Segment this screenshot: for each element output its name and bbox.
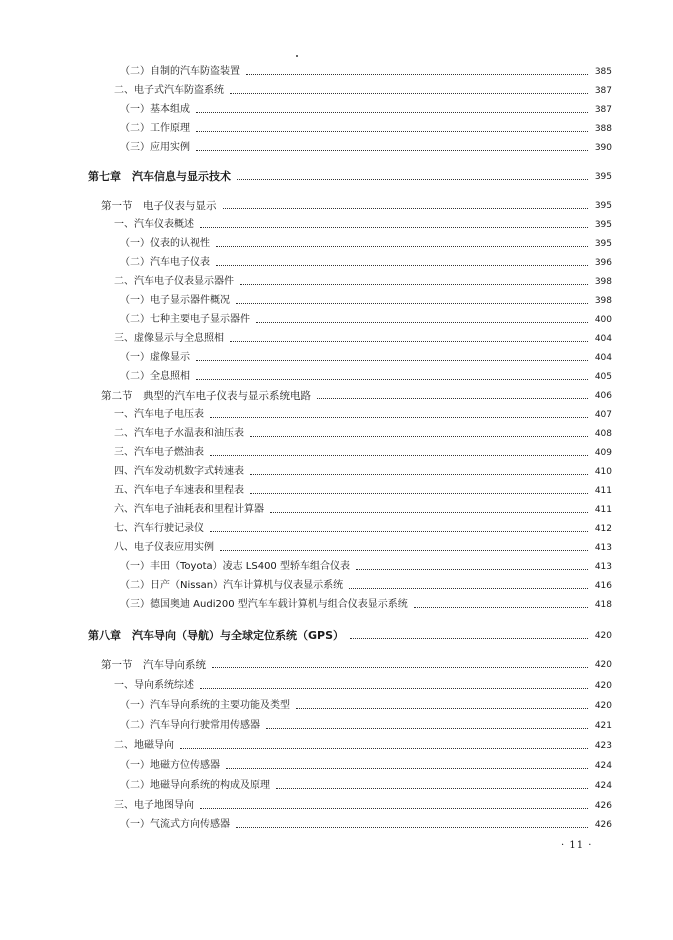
page-number: · 11 · bbox=[561, 840, 593, 851]
toc-entry[interactable] bbox=[114, 405, 612, 421]
dot-leader bbox=[210, 417, 588, 418]
toc-entry[interactable] bbox=[120, 815, 612, 831]
toc-entry[interactable] bbox=[114, 676, 612, 692]
toc-entry-title: 二、汽车电子水温表和油压表 bbox=[114, 428, 244, 439]
toc-entry-page: 396 bbox=[594, 258, 612, 268]
toc-entry-title: （三）应用实例 bbox=[120, 142, 190, 153]
toc-entry-title: （一）地磁方位传感器 bbox=[120, 760, 220, 771]
dot-leader bbox=[180, 748, 588, 749]
toc-entry-title: （二）汽车电子仪表 bbox=[120, 257, 210, 268]
toc-entry-page: 387 bbox=[594, 86, 612, 96]
dot-leader bbox=[220, 550, 588, 551]
dot-leader bbox=[216, 265, 588, 266]
dot-leader bbox=[250, 436, 588, 437]
toc-entry[interactable] bbox=[114, 538, 612, 554]
toc-entry-page: 408 bbox=[594, 429, 612, 439]
toc-entry-page: 405 bbox=[594, 372, 612, 382]
toc-entry-page: 416 bbox=[594, 581, 612, 591]
toc-entry[interactable] bbox=[120, 557, 612, 573]
toc-entry[interactable] bbox=[114, 500, 612, 516]
toc-entry-page: 404 bbox=[594, 353, 612, 363]
dot-leader bbox=[212, 667, 588, 668]
dot-leader bbox=[414, 607, 588, 608]
toc-entry-title: 六、汽车电子油耗表和里程计算器 bbox=[114, 504, 264, 515]
toc-entry-page: 420 bbox=[594, 681, 612, 691]
toc-entry-title: （一）丰田（Toyota）凌志 LS400 型轿车组合仪表 bbox=[120, 561, 350, 572]
toc-entry-title: （二）自制的汽车防盗装置 bbox=[120, 66, 240, 77]
toc-entry[interactable] bbox=[120, 716, 612, 732]
dot-leader bbox=[230, 341, 588, 342]
dot-leader bbox=[356, 569, 588, 570]
dot-leader bbox=[226, 768, 588, 769]
toc-entry-title: （二）全息照相 bbox=[120, 371, 190, 382]
toc-entry[interactable] bbox=[120, 100, 612, 116]
toc-entry-page: 388 bbox=[594, 124, 612, 134]
toc-entry[interactable] bbox=[120, 367, 612, 383]
toc-entry-page: 420 bbox=[594, 660, 612, 670]
toc-entry-title: 第二节 典型的汽车电子仪表与显示系统电路 bbox=[101, 390, 311, 402]
toc-entry-title: （二）七种主要电子显示器件 bbox=[120, 314, 250, 325]
toc-entry-page: 418 bbox=[594, 600, 612, 610]
dot-leader bbox=[200, 688, 588, 689]
toc-entry-page: 395 bbox=[594, 172, 612, 182]
toc-entry[interactable] bbox=[114, 424, 612, 440]
toc-entry-title: （一）虚像显示 bbox=[120, 352, 190, 363]
toc-entry[interactable] bbox=[120, 234, 612, 250]
toc-entry-page: 426 bbox=[594, 820, 612, 830]
dot-leader bbox=[237, 179, 588, 180]
dot-leader bbox=[246, 74, 588, 75]
toc-entry-page: 424 bbox=[594, 761, 612, 771]
toc-entry[interactable] bbox=[114, 329, 612, 345]
toc-entry[interactable] bbox=[114, 519, 612, 535]
toc-entry-title: 一、汽车电子电压表 bbox=[114, 409, 204, 420]
toc-section[interactable] bbox=[101, 386, 612, 402]
toc-entry[interactable] bbox=[114, 736, 612, 752]
toc-entry[interactable] bbox=[120, 310, 612, 326]
toc-entry-title: （二）地磁导向系统的构成及原理 bbox=[120, 780, 270, 791]
toc-entry-title: （二）日产（Nissan）汽车计算机与仪表显示系统 bbox=[120, 580, 344, 591]
toc-entry-page: 413 bbox=[594, 543, 612, 553]
toc-entry[interactable] bbox=[120, 138, 612, 154]
toc-entry-title: （一）仪表的认视性 bbox=[120, 238, 210, 249]
toc-entry-title: 第一节 汽车导向系统 bbox=[101, 659, 206, 671]
dot-leader bbox=[210, 455, 588, 456]
toc-entry-page: 400 bbox=[594, 315, 612, 325]
dot-leader bbox=[350, 638, 588, 639]
toc-entry-page: 404 bbox=[594, 334, 612, 344]
toc-entry-title: （二）工作原理 bbox=[120, 123, 190, 134]
toc-entry-title: 一、汽车仪表概述 bbox=[114, 219, 194, 230]
toc-entry[interactable] bbox=[114, 272, 612, 288]
toc-entry-title: 第八章 汽车导向（导航）与全球定位系统（GPS） bbox=[88, 629, 345, 642]
toc-section[interactable] bbox=[101, 655, 612, 671]
toc-entry[interactable] bbox=[120, 595, 612, 611]
dot-leader bbox=[270, 512, 588, 513]
toc-entry-title: 三、电子地图导向 bbox=[114, 800, 194, 811]
toc-entry-page: 411 bbox=[594, 486, 612, 496]
dot-leader bbox=[200, 808, 588, 809]
toc-entry-title: 一、导向系统综述 bbox=[114, 680, 194, 691]
toc-entry[interactable] bbox=[120, 62, 612, 78]
toc-entry-title: 七、汽车行驶记录仪 bbox=[114, 523, 204, 534]
toc-entry-title: （三）德国奥迪 Audi200 型汽车车载计算机与组合仪表显示系统 bbox=[120, 599, 408, 610]
toc-entry-page: 387 bbox=[594, 105, 612, 115]
dot-leader bbox=[240, 284, 588, 285]
dot-leader bbox=[200, 227, 588, 228]
toc-entry[interactable] bbox=[114, 443, 612, 459]
toc-entry-title: 三、汽车电子燃油表 bbox=[114, 447, 204, 458]
toc-entry[interactable] bbox=[120, 253, 612, 269]
toc-entry[interactable] bbox=[114, 481, 612, 497]
toc-entry-title: （二）汽车导向行驶常用传感器 bbox=[120, 720, 260, 731]
toc-entry-page: 420 bbox=[594, 701, 612, 711]
dot-leader bbox=[196, 131, 588, 132]
dot-leader bbox=[276, 788, 588, 789]
toc-entry[interactable] bbox=[120, 348, 612, 364]
toc-entry[interactable] bbox=[120, 291, 612, 307]
toc-entry-page: 411 bbox=[594, 505, 612, 515]
dot-leader bbox=[250, 493, 588, 494]
dot-leader bbox=[250, 474, 588, 475]
toc-entry[interactable] bbox=[114, 215, 612, 231]
toc-entry-page: 385 bbox=[594, 67, 612, 77]
toc-entry-page: 423 bbox=[594, 741, 612, 751]
toc-entry[interactable] bbox=[114, 81, 612, 97]
toc-entry[interactable] bbox=[114, 796, 612, 812]
scan-speck bbox=[296, 55, 298, 57]
toc-entry-page: 390 bbox=[594, 143, 612, 153]
toc-entry-page: 412 bbox=[594, 524, 612, 534]
toc-entry-page: 409 bbox=[594, 448, 612, 458]
toc-entry-page: 426 bbox=[594, 801, 612, 811]
toc-entry-page: 398 bbox=[594, 277, 612, 287]
dot-leader bbox=[196, 150, 588, 151]
dot-leader bbox=[317, 398, 588, 399]
dot-leader bbox=[223, 208, 589, 209]
toc-chapter[interactable] bbox=[88, 167, 612, 183]
dot-leader bbox=[296, 708, 588, 709]
dot-leader bbox=[236, 303, 588, 304]
dot-leader bbox=[196, 112, 588, 113]
toc-entry[interactable] bbox=[120, 776, 612, 792]
toc-entry-page: 420 bbox=[594, 631, 612, 641]
dot-leader bbox=[256, 322, 588, 323]
dot-leader bbox=[349, 588, 588, 589]
toc-entry-title: 二、地磁导向 bbox=[114, 740, 174, 751]
toc-entry-page: 407 bbox=[594, 410, 612, 420]
toc-entry-page: 410 bbox=[594, 467, 612, 477]
toc-entry-page: 424 bbox=[594, 781, 612, 791]
toc-entry-page: 421 bbox=[594, 721, 612, 731]
toc-entry-title: 三、虚像显示与全息照相 bbox=[114, 333, 224, 344]
toc-entry-title: 四、汽车发动机数字式转速表 bbox=[114, 466, 244, 477]
toc-entry-page: 395 bbox=[594, 220, 612, 230]
dot-leader bbox=[196, 379, 588, 380]
toc-entry-page: 395 bbox=[594, 201, 612, 211]
toc-entry-title: 八、电子仪表应用实例 bbox=[114, 542, 214, 553]
toc-entry[interactable] bbox=[120, 696, 612, 712]
toc-entry[interactable] bbox=[120, 119, 612, 135]
dot-leader bbox=[266, 728, 588, 729]
toc-entry-page: 413 bbox=[594, 562, 612, 572]
toc-entry-title: （一）基本组成 bbox=[120, 104, 190, 115]
toc-entry-title: 二、汽车电子仪表显示器件 bbox=[114, 276, 234, 287]
dot-leader bbox=[230, 93, 588, 94]
toc-entry[interactable] bbox=[120, 576, 612, 592]
toc-entry-title: （一）电子显示器件概况 bbox=[120, 295, 230, 306]
toc-entry-title: （一）气流式方向传感器 bbox=[120, 819, 230, 830]
toc-section[interactable] bbox=[101, 196, 612, 212]
toc-entry-title: （一）汽车导向系统的主要功能及类型 bbox=[120, 700, 290, 711]
toc-entry-page: 395 bbox=[594, 239, 612, 249]
toc-entry-title: 二、电子式汽车防盗系统 bbox=[114, 85, 224, 96]
toc-entry-page: 406 bbox=[594, 391, 612, 401]
toc-chapter[interactable] bbox=[88, 626, 612, 642]
toc-entry[interactable] bbox=[114, 462, 612, 478]
toc-entry-title: 五、汽车电子车速表和里程表 bbox=[114, 485, 244, 496]
toc-entry[interactable] bbox=[120, 756, 612, 772]
dot-leader bbox=[216, 246, 588, 247]
dot-leader bbox=[210, 531, 588, 532]
dot-leader bbox=[236, 827, 588, 828]
dot-leader bbox=[196, 360, 588, 361]
toc-entry-title: 第一节 电子仪表与显示 bbox=[101, 200, 217, 212]
toc-entry-title: 第七章 汽车信息与显示技术 bbox=[88, 170, 231, 183]
toc-entry-page: 398 bbox=[594, 296, 612, 306]
